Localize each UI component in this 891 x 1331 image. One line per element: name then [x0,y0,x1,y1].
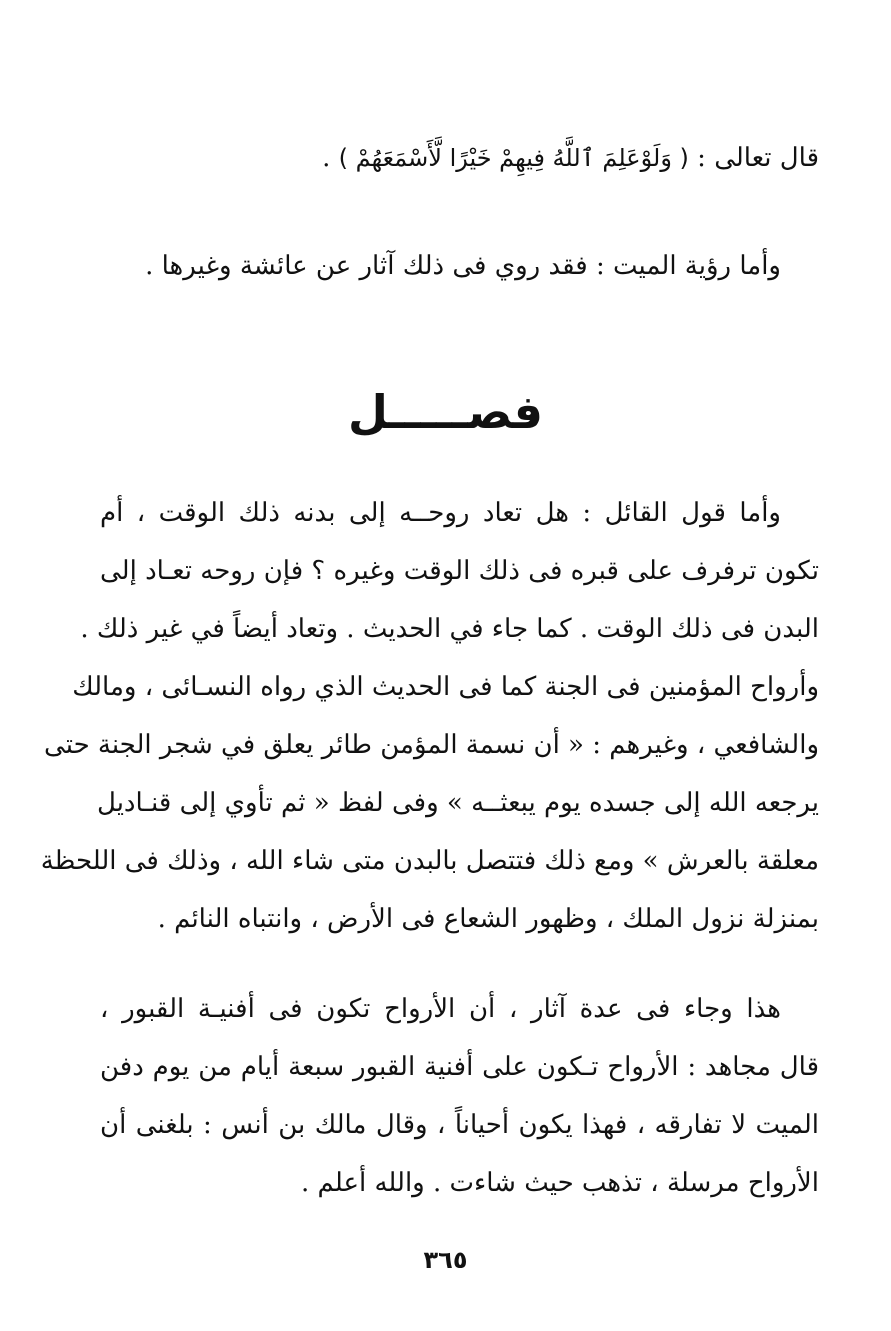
section-heading: فصـــــل [347,385,544,439]
paragraph-line: الميت لا تفارقه ، فهذا يكون أحياناً ، وقال مالك بن أنس : بلغنى أن [100,1110,819,1140]
paragraph-line: يرجعه الله إلى جسده يوم يبعثــه » وفى لفظ « ثم تأوي إلى قنـاديل [97,788,819,818]
paragraph-line: هذا وجاء فى عدة آثار ، أن الأرواح تكون فى أفنيـة القبور ، [100,994,781,1024]
paragraph-line: قال مجاهد : الأرواح تـكون على أفنية القبور سبعة أيام من يوم دفن [100,1052,819,1082]
paragraph-line: وأرواح المؤمنين فى الجنة كما فى الحديث الذي رواه النسـائى ، ومالك [72,672,819,702]
paragraph-line: تكون ترفرف على قبره فى ذلك الوقت وغيره ؟ فإن روحه تعـاد إلى [100,556,819,586]
paragraph-line: وأما قول القائل : هل تعاد روحــه إلى بدنه ذلك الوقت ، أم [100,498,781,528]
paragraph-line: الأرواح مرسلة ، تذهب حيث شاءت . والله أعلم . [301,1168,819,1198]
verse-line [322,138,819,178]
paragraph-line: وأما رؤية الميت : فقد روي فى ذلك آثار عن عائشة وغيرها . [145,251,781,281]
verse-quote: ( وَلَوْعَلِمَ ٱللَّهُ فِيهِمْ خَيْرًا لَّأَسْمَعَهُمْ ) [338,144,689,172]
paragraph-line: بمنزلة نزول الملك ، وظهور الشعاع فى الأرض ، وانتباه النائم . [157,904,819,934]
verse-intro: قال تعالى : [697,143,819,173]
paragraph-line: البدن فى ذلك الوقت . كما جاء في الحديث . وتعاد أيضاً في غير ذلك . [80,614,819,644]
page-number: ٣٦٥ [423,1246,468,1274]
paragraph-line: والشافعي ، وغيرهم : « أن نسمة المؤمن طائر يعلق في شجر الجنة حتى [44,730,819,760]
paragraph-line: معلقة بالعرش » ومع ذلك فتتصل بالبدن متى شاء الله ، وذلك فى اللحظة [40,846,819,876]
verse-end: . [322,143,331,173]
